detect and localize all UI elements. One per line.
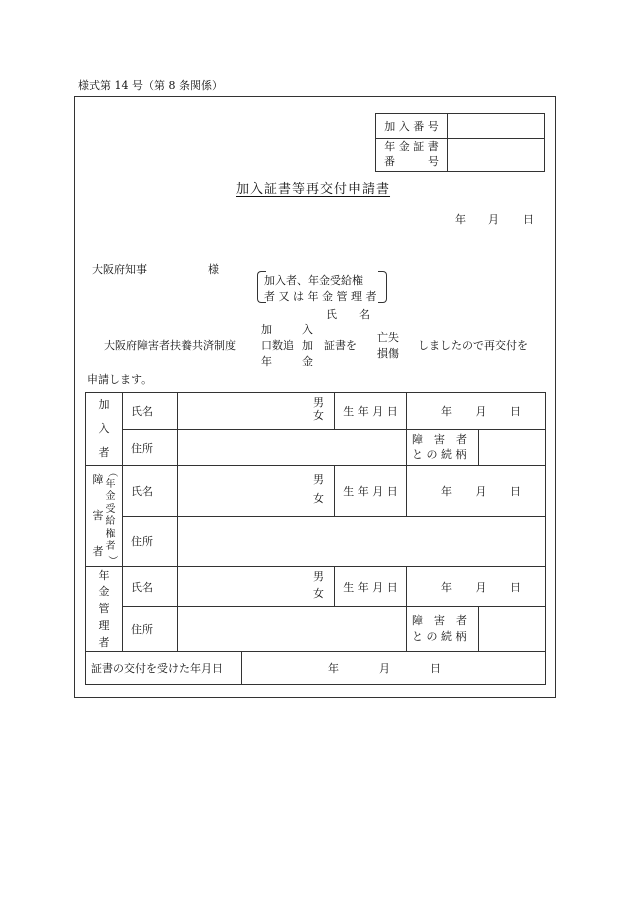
manager-heading-char-5: 者 bbox=[98, 635, 110, 649]
addressee-name: 大阪府知事 bbox=[92, 263, 147, 276]
reason-lost: 亡失 bbox=[377, 331, 399, 344]
manager-address-field[interactable] bbox=[178, 607, 407, 652]
member-relation bbox=[407, 430, 546, 466]
choice-col1-c: 年 bbox=[261, 355, 272, 368]
date-day-label: 日 bbox=[523, 213, 534, 226]
applicant-role-line1: 加入者、年金受給権 bbox=[264, 274, 363, 287]
choice-col2-b: 加 bbox=[302, 339, 313, 352]
disabled-address-label: 住所 bbox=[123, 516, 178, 567]
manager-relation-field[interactable] bbox=[479, 607, 545, 651]
disabled-gender-male[interactable]: 男 bbox=[313, 473, 324, 486]
disabled-address-field[interactable] bbox=[178, 516, 546, 567]
disabled-birth-year: 年 bbox=[441, 484, 452, 498]
manager-name-label: 氏名 bbox=[123, 567, 178, 607]
manager-birth-month: 月 bbox=[475, 580, 487, 594]
member-heading-char-1: 加 bbox=[98, 398, 110, 412]
choice-col2-c: 金 bbox=[302, 355, 313, 368]
receipt-day: 日 bbox=[430, 662, 441, 675]
bracket-right bbox=[378, 271, 387, 303]
pension-certificate-number-label bbox=[376, 139, 448, 172]
member-relation-label bbox=[407, 430, 479, 465]
membership-number-label: 加 入 番 号 bbox=[376, 114, 448, 139]
disabled-gender[interactable] bbox=[313, 471, 324, 508]
disabled-birth-field[interactable] bbox=[407, 466, 546, 517]
choice-col2-a: 入 bbox=[302, 323, 313, 336]
member-relation-line1: 障 害 者 bbox=[412, 432, 467, 446]
choice-col1-b: 口数追 bbox=[261, 339, 294, 352]
member-name-label: 氏名 bbox=[123, 393, 178, 430]
member-gender-female[interactable]: 女 bbox=[313, 409, 324, 423]
disabled-heading-char-3: 者 bbox=[92, 544, 104, 558]
manager-name-field[interactable] bbox=[178, 567, 335, 607]
member-birth-year: 年 bbox=[441, 405, 452, 418]
date-year-label: 年 bbox=[455, 213, 466, 226]
document-title: 加入証書等再交付申請書 bbox=[236, 182, 391, 197]
disabled-sub-char-6: 権 bbox=[105, 528, 116, 540]
manager-heading-char-1: 年 bbox=[98, 568, 110, 582]
member-relation-field[interactable] bbox=[479, 430, 545, 465]
member-gender-male[interactable]: 男 bbox=[313, 396, 324, 409]
receipt-year: 年 bbox=[328, 662, 339, 675]
disabled-heading-char-2: 害 bbox=[92, 509, 104, 523]
member-address-field[interactable] bbox=[178, 430, 407, 466]
disabled-sub-char-7: 者 bbox=[105, 541, 116, 552]
choice-col1-a: 加 bbox=[261, 323, 272, 336]
section-member-heading bbox=[86, 393, 123, 466]
member-address-label: 住所 bbox=[123, 430, 178, 466]
manager-heading-char-3: 管 bbox=[98, 602, 110, 616]
manager-relation-label bbox=[407, 607, 479, 651]
manager-birth-day: 日 bbox=[510, 580, 521, 594]
disabled-gender-female[interactable]: 女 bbox=[313, 491, 324, 505]
member-birth-label: 生 年 月 日 bbox=[335, 393, 407, 430]
addressee-honorific: 様 bbox=[208, 263, 219, 276]
statement-middle: 証書を bbox=[324, 339, 357, 352]
manager-gender-female[interactable]: 女 bbox=[313, 586, 324, 600]
membership-number-field[interactable] bbox=[448, 114, 545, 139]
manager-gender-male[interactable]: 男 bbox=[313, 570, 324, 583]
disabled-sub-char-2: 年 bbox=[105, 478, 116, 490]
receipt-label: 証書の交付を受けた年月日 bbox=[86, 652, 242, 684]
member-heading-char-3: 者 bbox=[98, 445, 110, 459]
pension-certificate-number-field[interactable] bbox=[448, 139, 545, 172]
member-birth-day: 日 bbox=[510, 405, 521, 418]
disabled-heading-char-1: 障 bbox=[92, 473, 104, 487]
reason-damaged: 損傷 bbox=[377, 347, 399, 360]
manager-relation-line1: 障 害 者 bbox=[412, 614, 467, 628]
manager-birth-label: 生 年 月 日 bbox=[335, 567, 407, 607]
statement-continuation: 申請します。 bbox=[87, 373, 153, 386]
manager-gender[interactable] bbox=[313, 569, 324, 602]
disabled-birth-label: 生 年 月 日 bbox=[335, 466, 407, 517]
member-gender[interactable] bbox=[313, 396, 324, 422]
disabled-sub-char-5: 給 bbox=[105, 516, 116, 527]
manager-relation-line2: と の 続 柄 bbox=[412, 630, 467, 643]
disabled-birth-month: 月 bbox=[475, 484, 487, 498]
form-number: 様式第 14 号（第 8 条関係） bbox=[78, 79, 223, 92]
manager-heading-char-4: 理 bbox=[98, 618, 110, 632]
pension-label-line2: 番 号 bbox=[384, 155, 439, 168]
disabled-name-field[interactable] bbox=[178, 466, 335, 517]
applicant-table bbox=[85, 392, 546, 685]
member-heading-char-2: 入 bbox=[98, 422, 110, 436]
disabled-sub-char-3: 金 bbox=[105, 491, 116, 502]
disabled-sub-char-8: ） bbox=[105, 554, 117, 565]
receipt-row bbox=[86, 652, 546, 685]
receipt-date-field[interactable] bbox=[242, 652, 545, 684]
manager-address-label: 住所 bbox=[123, 607, 178, 652]
number-box bbox=[375, 113, 545, 172]
manager-birth-year: 年 bbox=[441, 580, 452, 594]
section-disabled-heading bbox=[86, 466, 123, 567]
applicant-role-line2: 者 又 は 年 金 管 理 者 bbox=[264, 290, 377, 303]
member-birth-field[interactable] bbox=[407, 393, 546, 430]
member-birth-month: 月 bbox=[475, 405, 487, 418]
disabled-sub-char-1: （ bbox=[105, 467, 117, 478]
pension-label-line1: 年 金 証 書 bbox=[384, 140, 439, 154]
date-month-label: 月 bbox=[488, 213, 499, 226]
disabled-birth-day: 日 bbox=[510, 484, 521, 498]
statement-prefix: 大阪府障害者扶養共済制度 bbox=[104, 339, 236, 352]
manager-relation bbox=[407, 607, 546, 652]
member-name-field[interactable] bbox=[178, 393, 335, 430]
disabled-name-label: 氏名 bbox=[123, 466, 178, 517]
disabled-sub-char-4: 受 bbox=[105, 503, 116, 515]
manager-heading-char-2: 金 bbox=[98, 585, 110, 599]
receipt-month: 月 bbox=[379, 662, 390, 675]
statement-suffix: しましたので再交付を bbox=[418, 339, 528, 352]
manager-birth-field[interactable] bbox=[407, 567, 546, 607]
applicant-name-label: 氏 名 bbox=[326, 308, 370, 321]
section-pension-manager-heading bbox=[86, 567, 123, 652]
member-relation-line2: と の 続 柄 bbox=[412, 447, 467, 461]
